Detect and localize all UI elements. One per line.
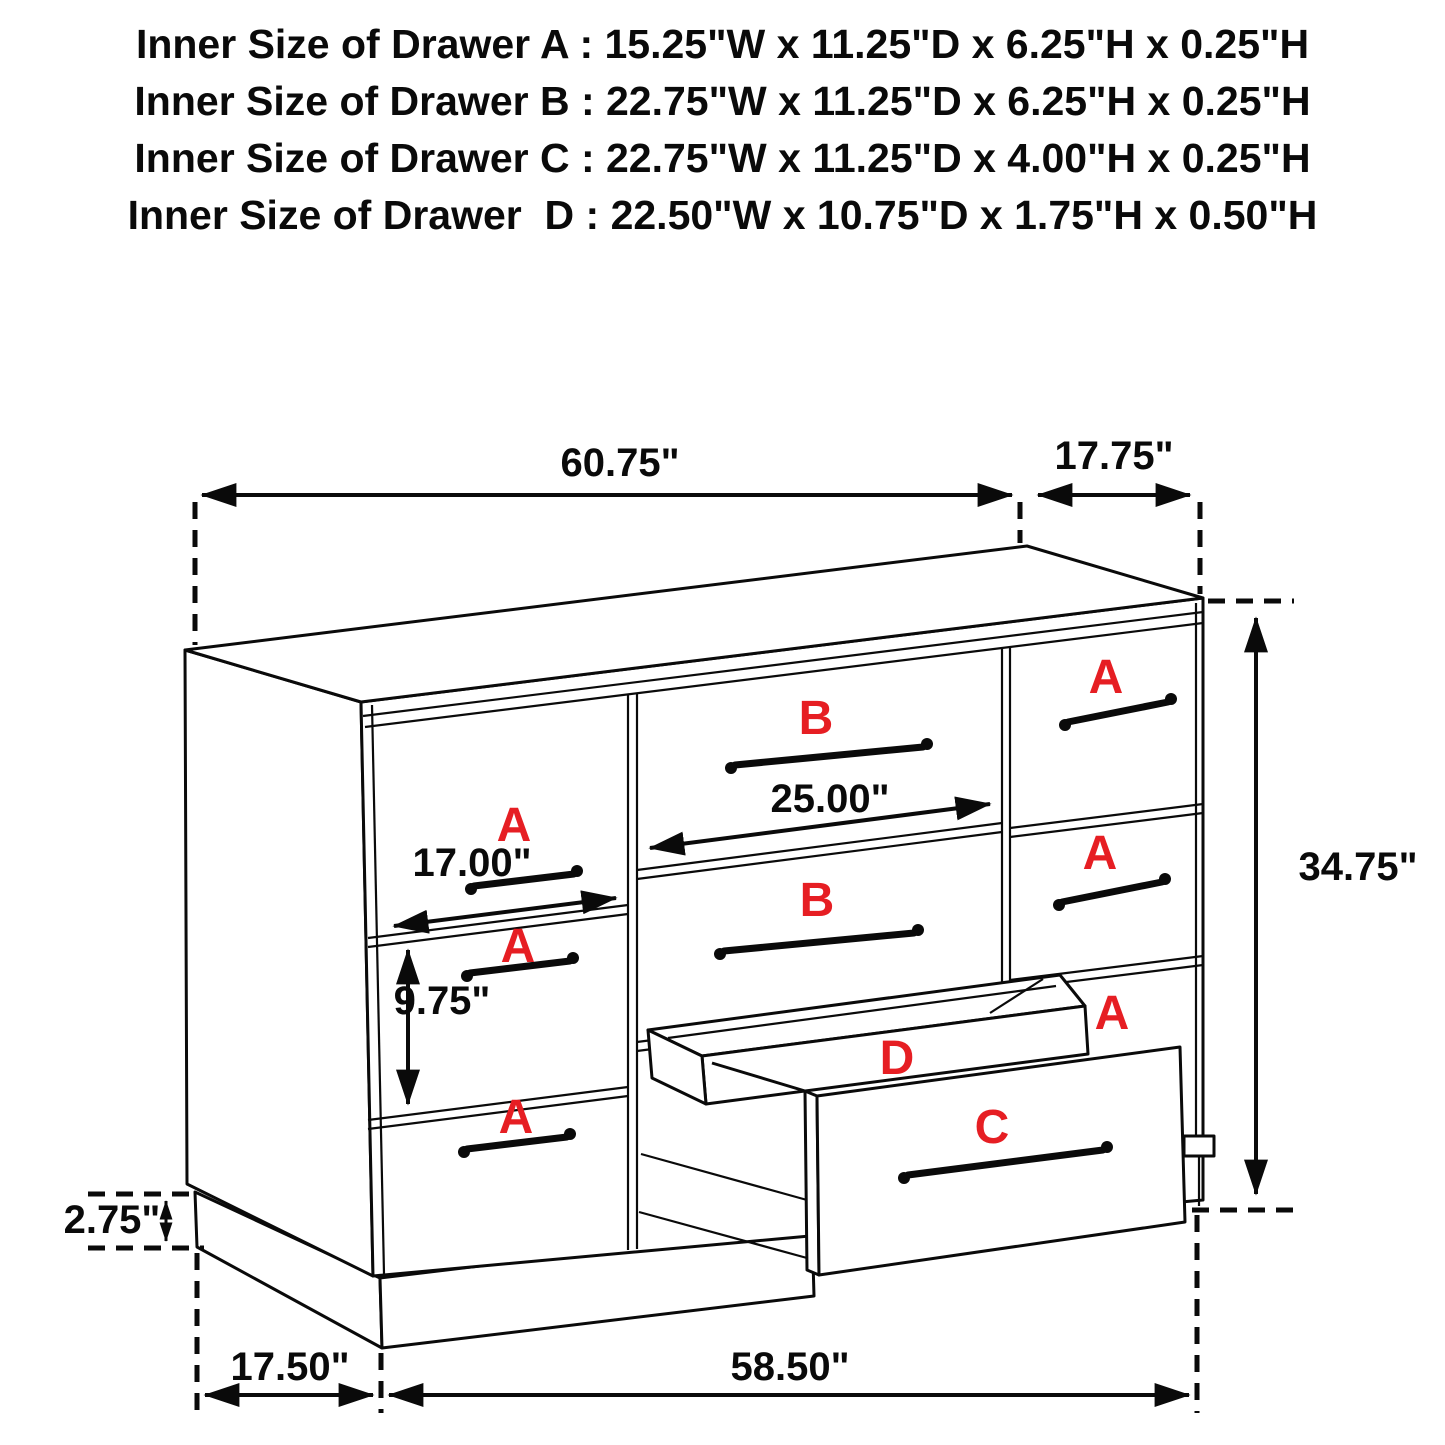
inner-size-line-b: Inner Size of Drawer B : 22.75"W x 11.25"D x 6.25"H x 0.25"H <box>134 78 1311 124</box>
dimension-label: 58.50" <box>730 1345 850 1389</box>
drawer-letter-left-top: A <box>496 799 532 852</box>
dimension-label: 25.00" <box>770 777 890 821</box>
drawer-letter-d: D <box>879 1032 915 1085</box>
drawer-letter-left-middle: A <box>500 920 536 973</box>
dimension-label: 17.50" <box>230 1345 350 1389</box>
dimension-overall-height <box>1192 601 1418 1210</box>
dimension-label: 2.75" <box>63 1198 161 1242</box>
dimension-label: 17.00" <box>412 841 532 885</box>
inner-size-line-a: Inner Size of Drawer A : 15.25"W x 11.25"D x 6.25"H x 0.25"H <box>135 21 1310 67</box>
dimension-base-height <box>64 1194 204 1248</box>
drawer-letter-middle-top: B <box>798 692 834 745</box>
drawer-letter-right-lower: A <box>1094 987 1130 1040</box>
drawer-letter-right-middle: A <box>1082 827 1118 880</box>
dimension-label: 9.75" <box>393 979 491 1023</box>
drawer-letter-c: C <box>974 1101 1010 1154</box>
drawer-letter-left-bottom: A <box>498 1091 534 1144</box>
drawer-letter-right-top: A <box>1088 651 1124 704</box>
drawer-letter-middle-second: B <box>799 874 835 927</box>
inner-size-line-d: Inner Size of Drawer D : 22.50"W x 10.75"D x 1.75"H x 0.50"H <box>127 192 1318 238</box>
dimension-label: 17.75" <box>1054 434 1174 478</box>
inner-size-line-c: Inner Size of Drawer C : 22.75"W x 11.25"D x 4.00"H x 0.25"H <box>134 135 1311 181</box>
cabinet-left-side <box>185 650 373 1276</box>
dimension-label: 60.75" <box>560 441 680 485</box>
right-foot-bracket <box>1184 1136 1214 1156</box>
dimension-label: 34.75" <box>1298 845 1418 889</box>
